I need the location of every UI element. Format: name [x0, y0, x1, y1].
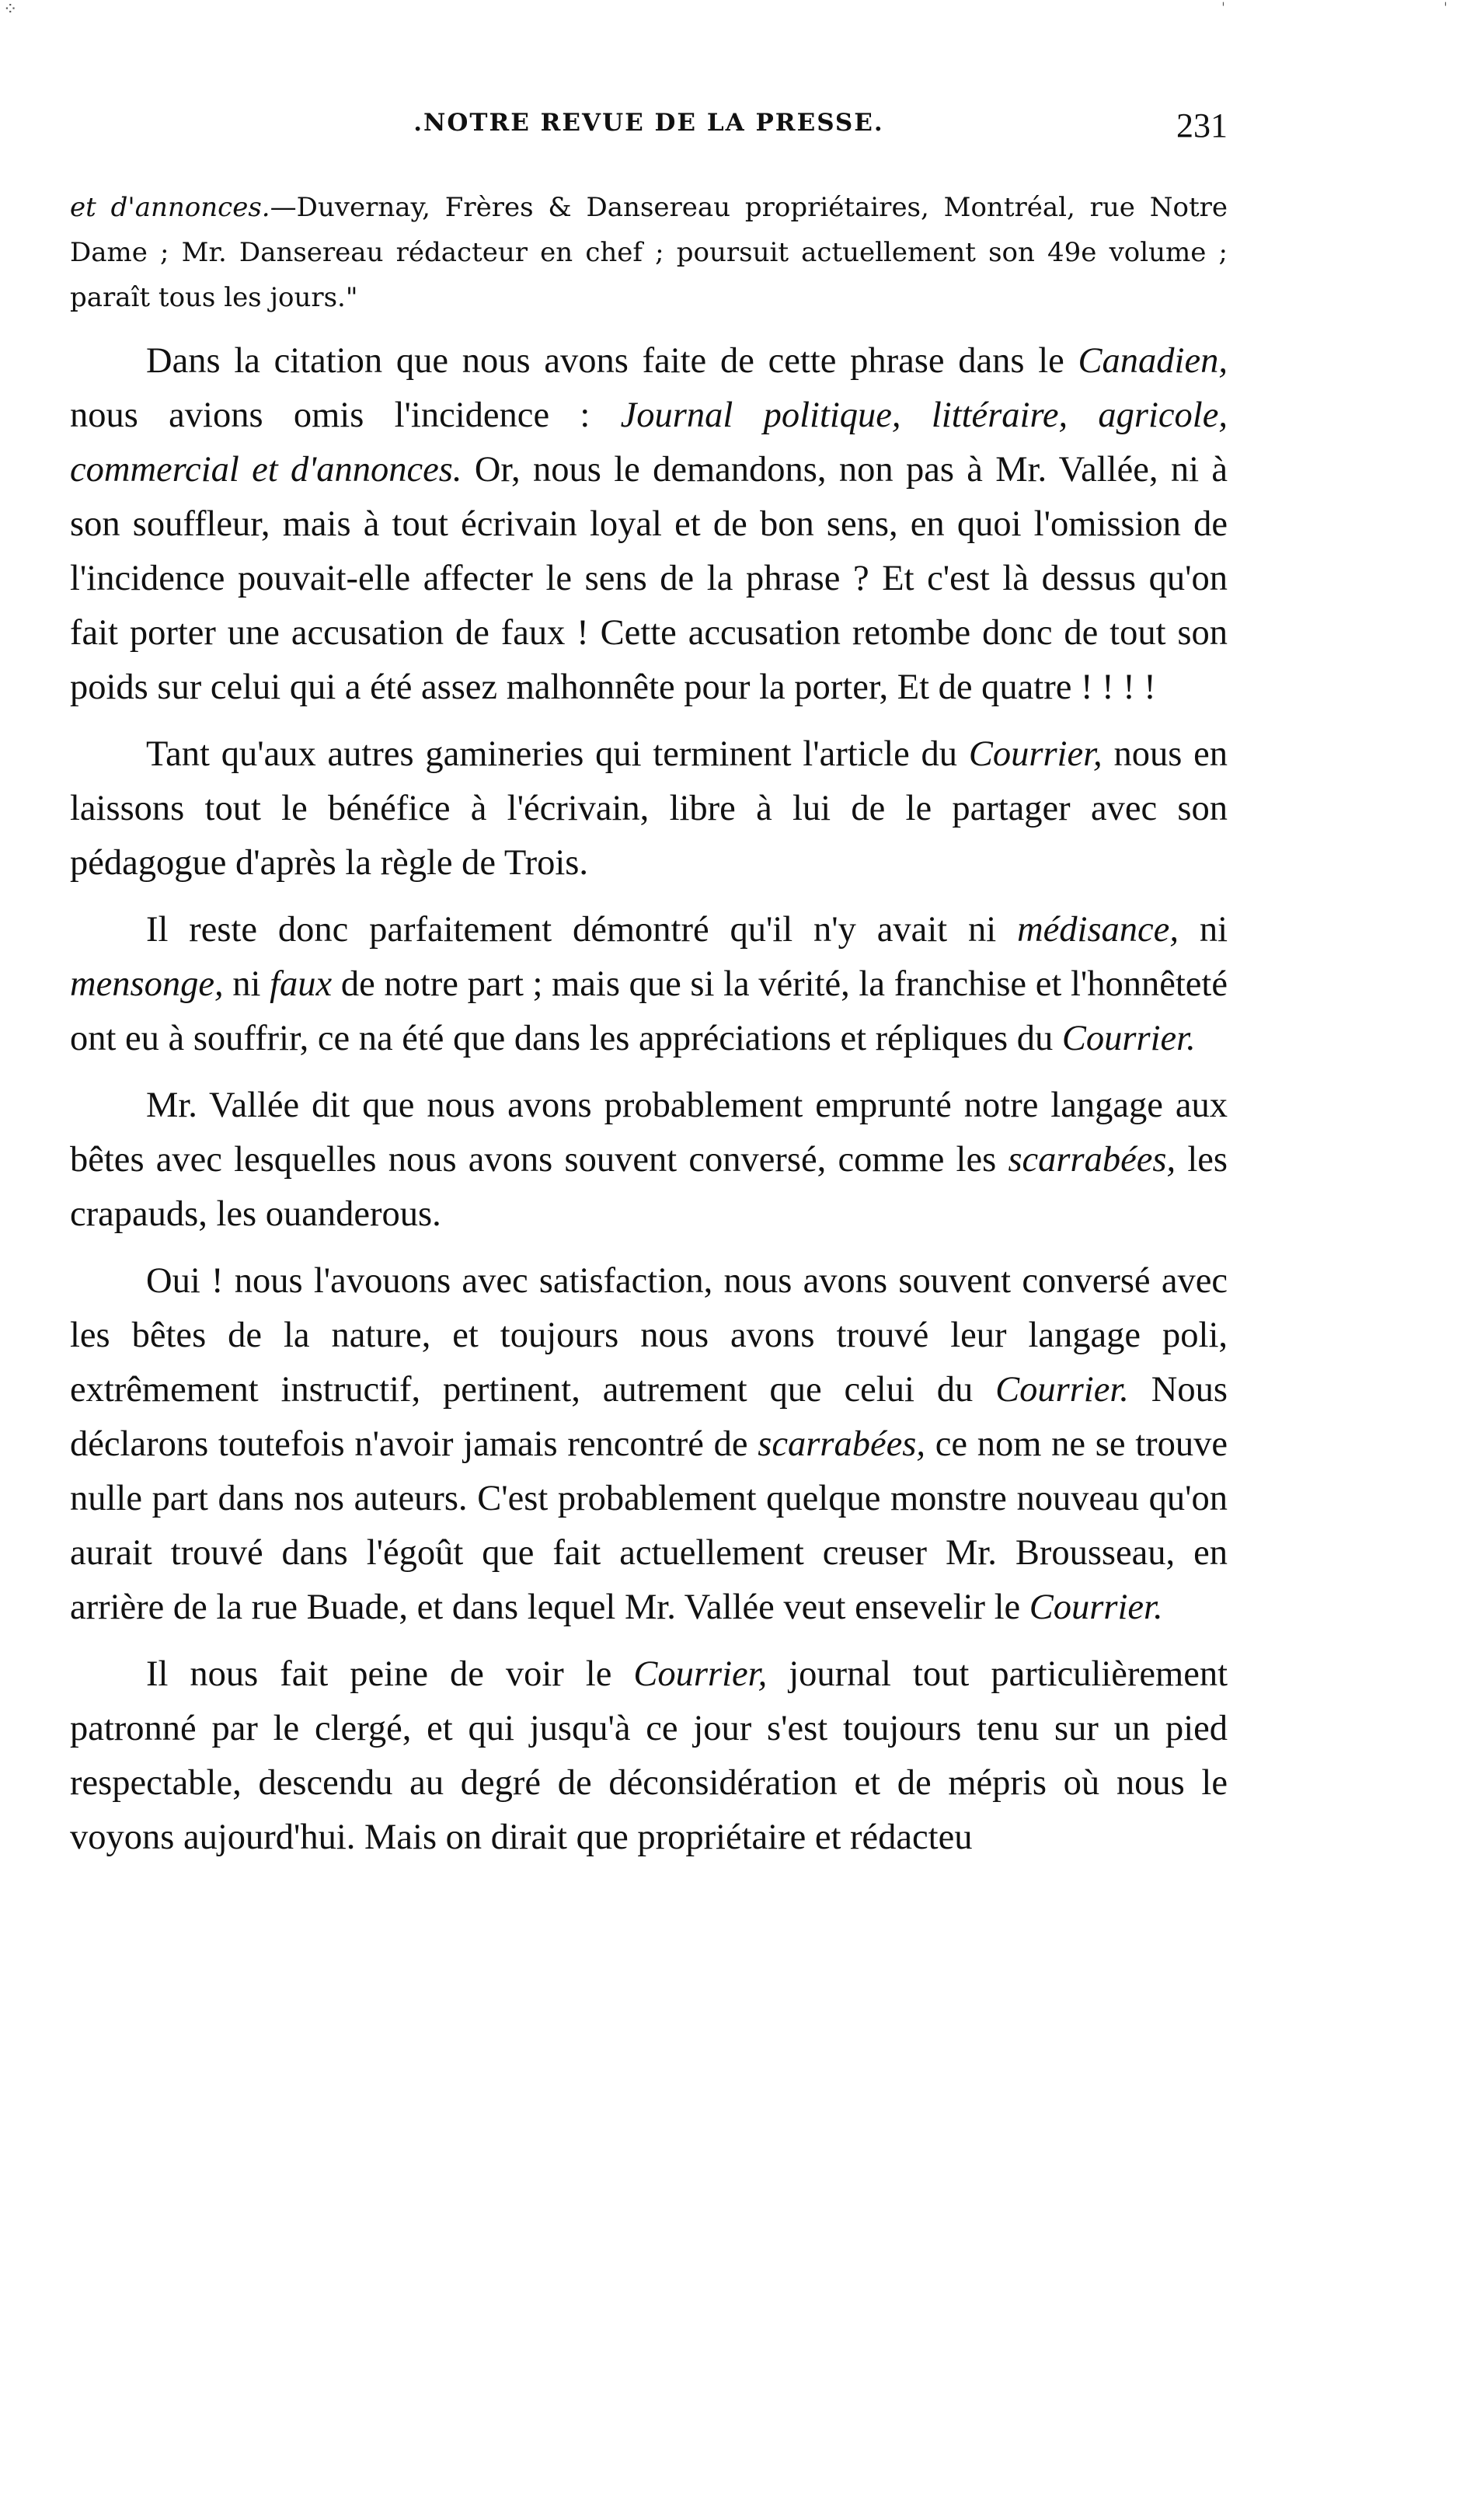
paragraph-citation: [70, 334, 1228, 715]
text-run: Nous déclarons toutefois n'avoir jamais rencontré de: [70, 1370, 1228, 1464]
text-run: Il reste donc parfaitement démontré qu'il n'y avait ni: [146, 910, 1018, 950]
paragraph-peine: [70, 1647, 1228, 1865]
paragraph-demonstration: [70, 903, 1228, 1066]
text-run: Tant qu'aux autres gamineries qui terminent l'article du: [146, 734, 969, 774]
italic-run: Journal politique, littéraire, agricole, commercial et d'annonces.: [70, 396, 1228, 490]
italic-run: faux: [270, 964, 333, 1004]
quote-text: —Duvernay, Frères & Dansereau propriétaires, Montréal, rue Notre Dame ; Mr. Dansereau rédacteur en chef ; poursuit actuellement son 49e volume ; paraît tous les jours.": [70, 192, 1228, 313]
italic-run: Courrier.: [1061, 1019, 1196, 1058]
italic-run: Canadien,: [1078, 341, 1228, 381]
text-run: ni: [1178, 910, 1228, 950]
text-run: Il nous fait peine de voir le: [146, 1654, 634, 1694]
scan-speck-mark: ˈ: [1221, 0, 1225, 16]
text-run: Oui ! nous l'avouons avec satisfaction, nous avons souvent conversé avec les bêtes de la nature, et toujours nous avons trouvé leur langage poli, extrêmement instructif, pertinent, autrement que celui du: [70, 1261, 1228, 1410]
running-header: [70, 93, 1228, 155]
text-run: Mr. Vallée dit que nous avons probablement emprunté notre langage aux bêtes avec lesquelles nous avons souvent conversé, comme les: [70, 1086, 1228, 1180]
paragraph-gamineries: [70, 727, 1228, 891]
text-run: ce nom ne se trouve nulle part dans nos auteurs. C'est probablement quelque monstre nouveau qu'on aurait trouvé dans l'égoût que fait actuellement creuser Mr. Brousseau, en arrière de la rue Buade, et dans lequel Mr. Vallée veut ensevelir le: [70, 1424, 1228, 1627]
italic-run: scarrabées,: [758, 1424, 925, 1464]
text-run: Dans la citation que nous avons faite de cette phrase dans le: [146, 341, 1078, 381]
italic-run: médisance,: [1017, 910, 1179, 950]
quote-italic: et d'annonces.: [70, 192, 270, 223]
page-number: 231: [1176, 106, 1228, 145]
running-title: .NOTRE REVUE DE LA PRESSE.: [413, 109, 884, 137]
scan-speck-mark: ⁘: [3, 0, 18, 19]
paragraph-oui: [70, 1254, 1228, 1635]
text-run: de notre part ; mais que si la vérité, la franchise et l'honnêteté ont eu à souffrir, ce na été que dans les appréciations et répliques du: [70, 964, 1228, 1058]
paragraph-langage: [70, 1079, 1228, 1242]
italic-run: Courrier.: [1029, 1588, 1163, 1627]
book-page: [70, 93, 1228, 1865]
italic-run: scarrabées,: [1008, 1140, 1176, 1180]
text-run: journal tout particulièrement patronné par le clergé, et qui jusqu'à ce jour s'est toujours tenu sur un pied respectable, descendu au degré de déconsidération et de mépris où nous le voyons aujourd'hui. Mais on dirait que propriétaire et rédacteu: [70, 1654, 1228, 1857]
scan-speck-mark: ˈ: [1444, 0, 1447, 16]
quoted-passage-end: [70, 185, 1228, 320]
text-run: nous en laissons tout le bénéfice à l'écrivain, libre à lui de le partager avec son pédagogue d'après la règle de Trois.: [70, 734, 1228, 883]
text-run: Or, nous le demandons, non pas à Mr. Vallée, ni à son souffleur, mais à tout écrivain loyal et de bon sens, en quoi l'omission de l'incidence pouvait-elle affecter le sens de la phrase ? Et c'est là dessus qu'on fait porter une accusation de faux ! Cette accusation retombe donc de tout son poids sur celui qui a été assez malhonnête pour la porter, Et de quatre ! ! ! !: [70, 450, 1228, 707]
italic-run: Courrier,: [633, 1654, 768, 1694]
italic-run: Courrier.: [995, 1370, 1129, 1410]
text-run: ni: [223, 964, 270, 1004]
text-run: nous avions omis l'incidence :: [70, 396, 621, 435]
italic-run: Courrier,: [968, 734, 1103, 774]
italic-run: mensonge,: [70, 964, 224, 1004]
text-run: les crapauds, les ouanderous.: [70, 1140, 1228, 1234]
